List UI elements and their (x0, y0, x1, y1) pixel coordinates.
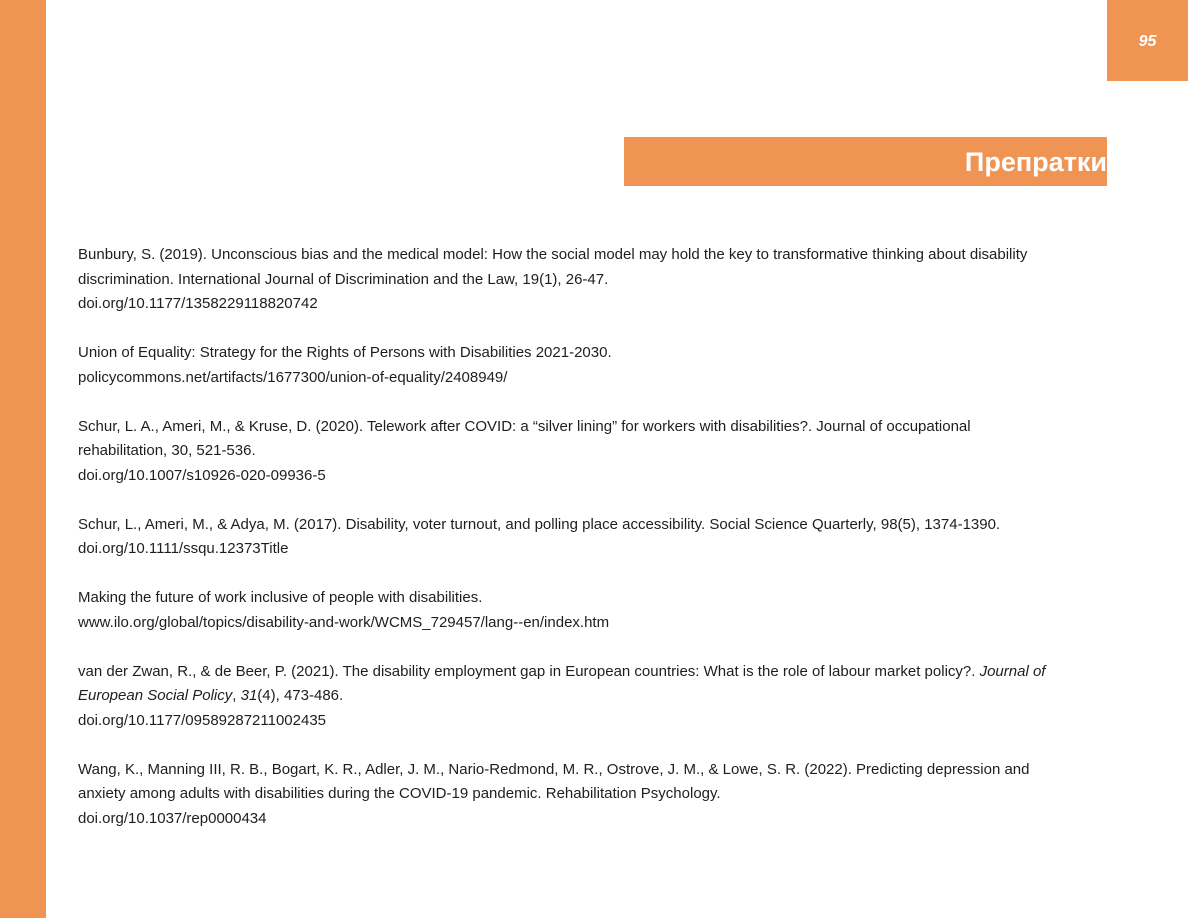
reference-line: Making the future of work inclusive of people with disabilities. (78, 589, 483, 606)
reference-line: Union of Equality: Strategy for the Rights of Persons with Disabilities 2021-2030. (78, 344, 612, 361)
journal-volume: 31 (240, 687, 258, 704)
reference-item-schur-2017 (78, 513, 1108, 562)
reference-url-link[interactable]: policycommons.net/artifacts/1677300/union-of-equality/2408949/ (78, 368, 508, 386)
reference-line: Schur, L. A., Ameri, M., & Kruse, D. (2020). Telework after COVID: a “silver lining” for workers with disabilities?. Journal of occupational (78, 417, 971, 435)
reference-item-ilo (78, 586, 1108, 635)
reference-line (78, 660, 1108, 685)
reference-item-wang (78, 758, 1108, 832)
reference-doi-link[interactable]: doi.org/10.1037/rep0000434 (78, 809, 267, 827)
journal-title: European Social Policy (78, 687, 233, 704)
reference-line: Schur, L., Ameri, M., & Adya, M. (2017). Disability, voter turnout, and polling place accessibility. Social Science Quarterly, 98(5), 1374-1390. (78, 515, 1001, 533)
reference-line (78, 684, 1108, 709)
reference-text: , (232, 687, 241, 704)
reference-line: anxiety among adults with disabilities during the COVID-19 pandemic. Rehabilitation Psychology. (78, 785, 721, 802)
reference-text: (4), 473-486. (257, 687, 344, 704)
title-banner (624, 137, 1107, 186)
reference-item-schur-2020 (78, 415, 1108, 489)
reference-item-union-of-equality (78, 341, 1108, 390)
reference-item-bunbury (78, 243, 1108, 317)
reference-url-link[interactable]: www.ilo.org/global/topics/disability-and-work/WCMS_729457/lang--en/index.htm (78, 613, 610, 631)
reference-doi-link[interactable]: doi.org/10.1177/09589287211002435 (78, 711, 327, 729)
page-number-tab (1107, 0, 1188, 81)
reference-doi-link[interactable]: doi.org/10.1111/ssqu.12373Title (78, 540, 289, 557)
reference-text: van der Zwan, R., & de Beer, P. (2021). The disability employment gap in European countries: What is the role of labour market policy?. (78, 662, 980, 680)
page-title: Препратки (964, 147, 1107, 177)
page-number: 95 (1138, 33, 1157, 50)
side-accent-bar (0, 0, 46, 918)
reference-doi-link[interactable]: doi.org/10.1007/s10926-020-09936-5 (78, 466, 326, 484)
reference-list (78, 243, 1108, 831)
reference-item-van-der-zwan (78, 660, 1108, 734)
reference-doi-link[interactable]: doi.org/10.1177/1358229118820742 (78, 295, 318, 312)
reference-line: Bunbury, S. (2019). Unconscious bias and the medical model: How the social model may hold the key to transformative thinking about disability (78, 246, 1028, 263)
reference-line: discrimination. International Journal of Discrimination and the Law, 19(1), 26-47. (78, 270, 609, 288)
reference-line: rehabilitation, 30, 521-536. (78, 442, 256, 459)
journal-title: Journal of (979, 662, 1046, 680)
reference-line: Wang, K., Manning III, R. B., Bogart, K. R., Adler, J. M., Nario-Redmond, M. R., Ostrove, J. M., & Lowe, S. R. (2022). Predicting depression and (78, 760, 1030, 778)
